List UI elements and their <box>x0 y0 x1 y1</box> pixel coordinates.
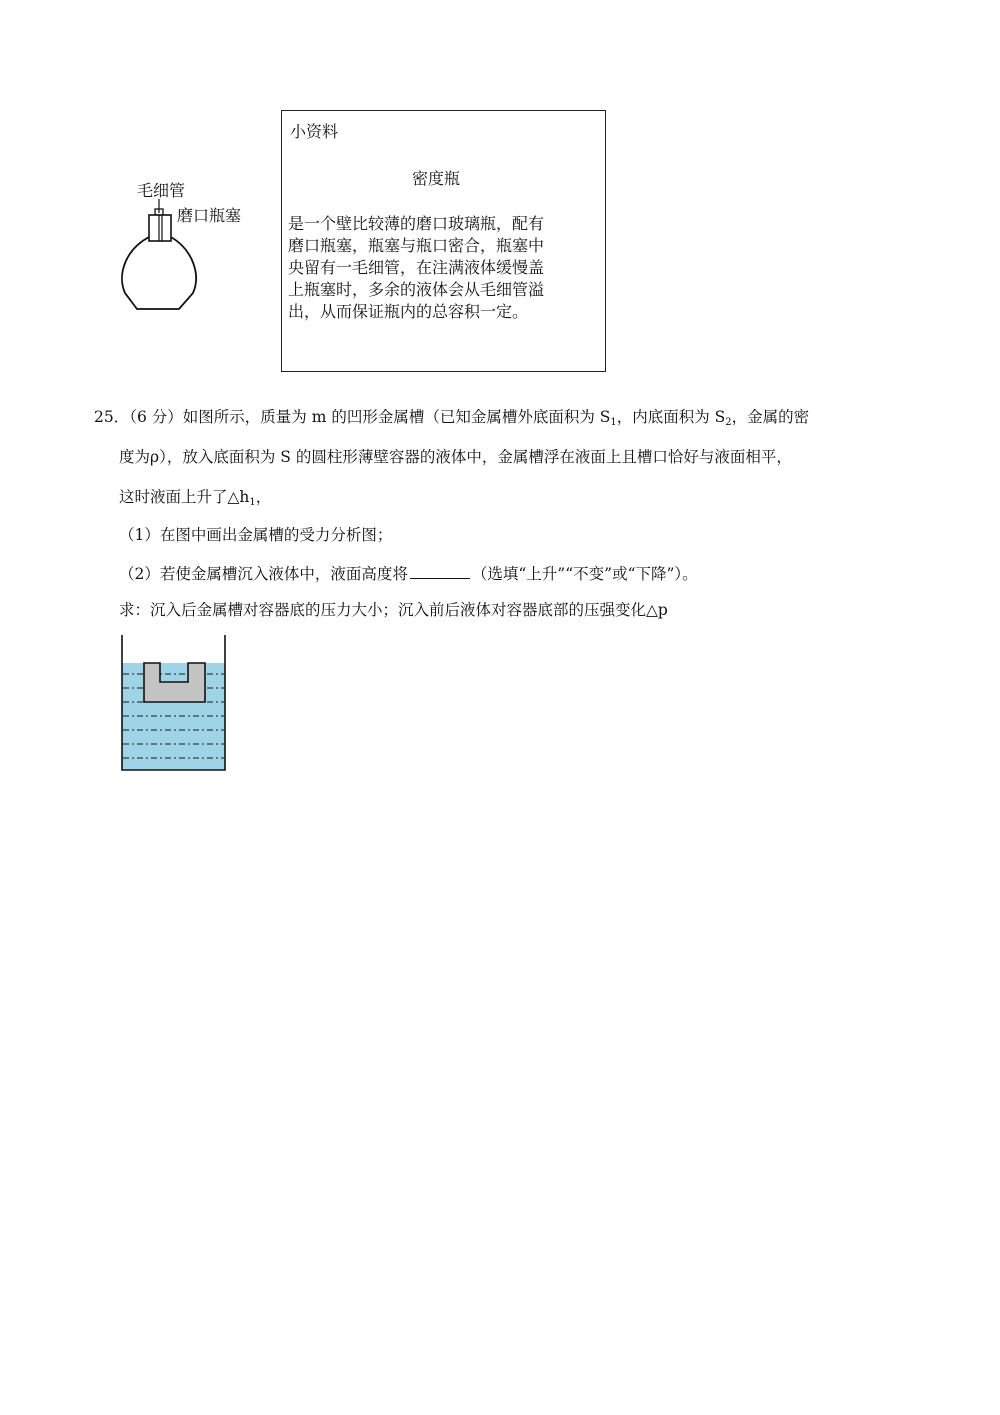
note-line: 上瓶塞时，多余的液体会从毛细管溢 <box>288 280 545 299</box>
note-line: 出，从而保证瓶内的总容积一定。 <box>288 302 529 321</box>
note-line: 央留有一毛细管，在注满液体缓慢盖 <box>288 258 545 277</box>
question-line-2: 度为ρ），放入底面积为 S 的圆柱形薄壁容器的液体中，金属槽浮在液面上且槽口恰好与液面相平， <box>119 448 792 466</box>
stopper-label: 磨口瓶塞 <box>177 206 242 225</box>
note-subtitle: 密度瓶 <box>412 169 461 188</box>
answer-blank[interactable] <box>410 562 470 579</box>
question-part-2: （2）若使金属槽沉入液体中，液面高度将 （选填“上升”“不变”或“下降”）。 <box>119 562 698 585</box>
note-line: 磨口瓶塞，瓶塞与瓶口密合，瓶塞中 <box>288 236 545 255</box>
liquid <box>122 663 225 770</box>
capillary-label: 毛细管 <box>137 181 186 200</box>
note-line: 是一个壁比较薄的磨口玻璃瓶，配有 <box>288 214 545 233</box>
question-number: 25． <box>94 408 130 426</box>
question-ask: 求：沉入后金属槽对容器底的压力大小；沉入前后液体对容器底部的压强变化△p <box>119 601 668 619</box>
note-title: 小资料 <box>290 122 339 141</box>
container-figure <box>115 630 235 780</box>
question-part-1: （1）在图中画出金属槽的受力分析图； <box>119 526 393 544</box>
reference-note-box <box>281 110 606 372</box>
question-line-1: 25．（6 分）如图所示，质量为 m 的凹形金属槽（已知金属槽外底面积为 $S_1$，内底面积为 $S_2$，金属的密 <box>94 408 810 428</box>
density-bottle-figure <box>115 175 285 320</box>
bottle-drawing <box>115 175 285 320</box>
question-line-3: 这时液面上升了$\triangle h_1$， <box>119 488 272 508</box>
